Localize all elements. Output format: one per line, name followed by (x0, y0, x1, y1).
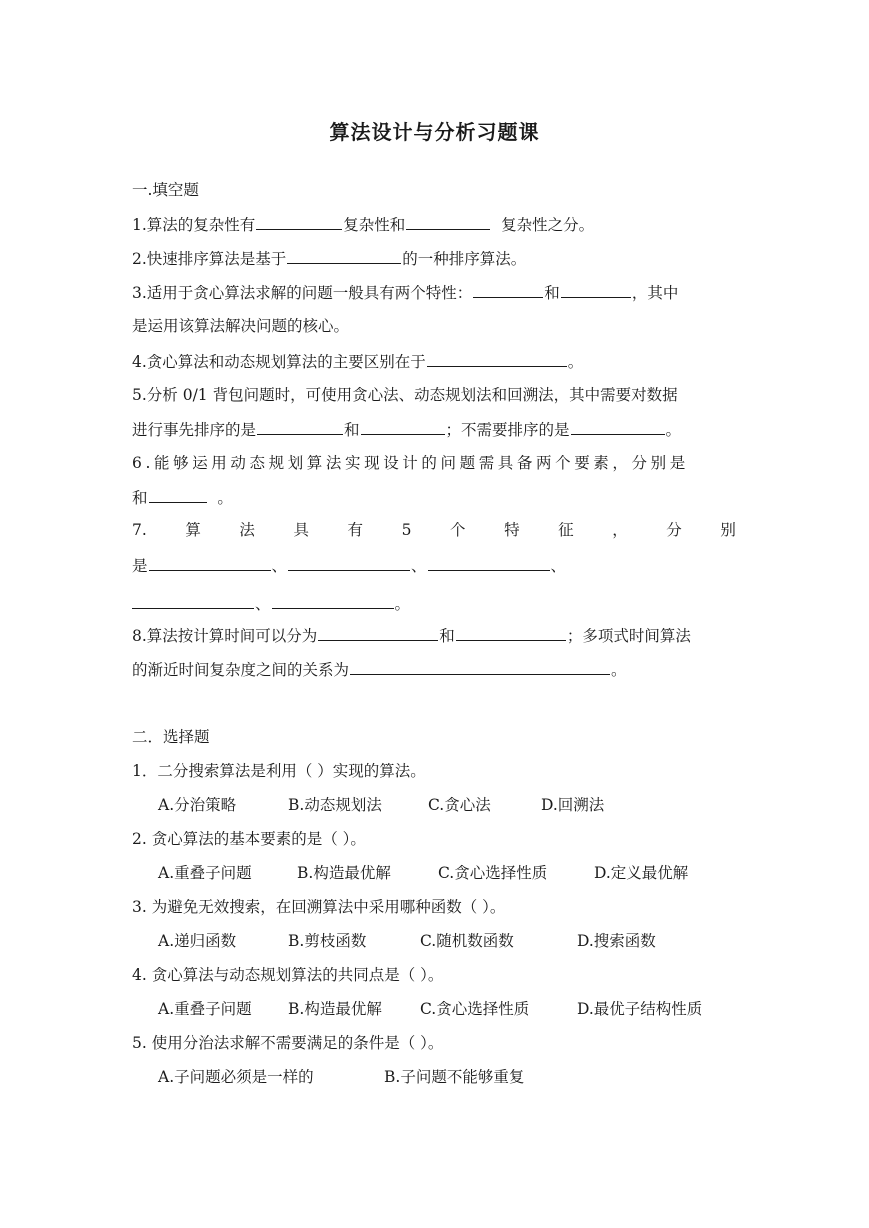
q-text: 和 (439, 627, 455, 645)
q-text: 和 (544, 284, 560, 302)
q-text: ；不需要排序的是 (445, 421, 570, 439)
answer-blank[interactable] (257, 418, 343, 435)
answer-blank[interactable] (571, 418, 665, 435)
q-text: 、 (550, 557, 567, 575)
mc-question-5: 5. 使用分治法求解不需要满足的条件是（ ）。 (132, 1034, 444, 1052)
answer-blank[interactable] (318, 624, 438, 641)
mc-option[interactable]: A.重叠子问题 (158, 1000, 252, 1018)
q-word: 征 (558, 521, 574, 539)
question-1-6: 6.能够运用动态规划算法实现设计的问题需具备两个要素，分别是 (132, 454, 689, 472)
mc-option[interactable]: C.贪心法 (428, 796, 491, 814)
mc-option[interactable]: D.回溯法 (541, 796, 605, 814)
mc-option[interactable]: B.子问题不能够重复 (384, 1068, 525, 1086)
answer-blank[interactable] (350, 658, 610, 675)
answer-blank[interactable] (132, 592, 254, 609)
answer-blank[interactable] (149, 486, 207, 503)
question-1-7-cont (132, 554, 566, 577)
mc-option[interactable]: D.最优子结构性质 (577, 1000, 703, 1018)
q-text: 2.快速排序算法是基于 (132, 250, 287, 268)
mc-option[interactable]: B.构造最优解 (288, 1000, 382, 1018)
page-title: 算法设计与分析习题课 (329, 120, 540, 144)
q-text: 。 (394, 595, 411, 613)
mc-question-4: 4. 贪心算法与动态规划算法的共同点是（ ）。 (132, 966, 444, 984)
answer-blank[interactable] (561, 281, 631, 298)
q-text: 复杂性之分。 (501, 216, 595, 234)
q-word: 特 (504, 521, 520, 539)
mc-option[interactable]: B.构造最优解 (297, 864, 391, 882)
question-1-6-cont (132, 486, 233, 509)
mc-option[interactable]: C.贪心选择性质 (438, 864, 548, 882)
q-text: 的一种排序算法。 (402, 250, 527, 268)
answer-blank[interactable] (473, 281, 543, 298)
question-1-1 (132, 213, 594, 236)
q-text: 1.算法的复杂性有 (132, 216, 256, 234)
q-text: 、 (255, 595, 271, 613)
answer-blank[interactable] (149, 554, 271, 571)
q-text: 和 (132, 489, 148, 507)
q-text: 。 (665, 421, 682, 439)
q-word: 5 (401, 521, 412, 539)
question-1-2 (132, 247, 526, 270)
q-text: 复杂性和 (343, 216, 406, 234)
answer-blank[interactable] (406, 213, 490, 230)
answer-blank[interactable] (361, 418, 445, 435)
q-text: 4.贪心算法和动态规划算法的主要区别在于 (132, 353, 426, 371)
mc-question-3: 3. 为避免无效搜索，在回溯算法中采用哪种函数（ ）。 (132, 898, 506, 916)
question-1-7 (132, 519, 736, 541)
q-word: 具 (293, 521, 309, 539)
q-text: 的渐近时间复杂度之间的关系为 (132, 661, 350, 679)
answer-blank[interactable] (256, 213, 342, 230)
mc-question-2: 2. 贪心算法的基本要素的是（ ）。 (132, 830, 366, 848)
q-text: ；多项式时间算法 (566, 627, 691, 645)
answer-blank[interactable] (287, 247, 401, 264)
mc-option[interactable]: B.剪枝函数 (288, 932, 367, 950)
question-1-5-cont (132, 418, 681, 441)
q-text: 是 (132, 557, 148, 575)
question-1-4 (132, 350, 583, 373)
q-text: 3.适用于贪心算法求解的问题一般具有两个特性： (132, 284, 473, 302)
q-word: ， (612, 521, 628, 539)
q-word: 7. (132, 521, 147, 539)
mc-option[interactable]: D.搜索函数 (577, 932, 656, 950)
q-text: 进行事先排序的是 (132, 421, 257, 439)
question-1-7-cont2 (132, 592, 410, 615)
q-text: ，其中 (631, 284, 679, 302)
mc-option[interactable]: C.随机数函数 (420, 932, 514, 950)
answer-blank[interactable] (288, 554, 410, 571)
question-1-8 (132, 624, 691, 647)
q-text: 、 (411, 557, 427, 575)
q-text: 和 (344, 421, 360, 439)
answer-blank[interactable] (427, 350, 567, 367)
q-word: 分 (666, 521, 682, 539)
mc-option[interactable]: A.子问题必须是一样的 (158, 1068, 314, 1086)
question-1-8-cont (132, 658, 627, 681)
q-word: 别 (720, 521, 736, 539)
mc-option[interactable]: A.递归函数 (158, 932, 237, 950)
q-text: 。 (611, 661, 627, 679)
answer-blank[interactable] (456, 624, 566, 641)
mc-option[interactable]: C.贪心选择性质 (420, 1000, 530, 1018)
mc-option[interactable]: B.动态规划法 (288, 796, 382, 814)
section-heading-fill-in: 一.填空题 (132, 181, 199, 199)
answer-blank[interactable] (272, 592, 394, 609)
q-text: 、 (271, 557, 288, 575)
section-heading-multiple-choice: 二．选择题 (132, 728, 210, 746)
q-word: 法 (239, 521, 255, 539)
mc-option[interactable]: D.定义最优解 (594, 864, 689, 882)
question-1-3 (132, 281, 678, 304)
mc-option[interactable]: A.重叠子问题 (158, 864, 252, 882)
mc-option[interactable]: A.分治策略 (158, 796, 237, 814)
q-text: 8.算法按计算时间可以分为 (132, 627, 318, 645)
q-text: 。 (567, 353, 584, 371)
q-word: 有 (347, 521, 364, 539)
q-text: 。 (217, 489, 233, 507)
q-word: 个 (450, 521, 466, 539)
answer-blank[interactable] (428, 554, 550, 571)
mc-question-1: 1．二分搜索算法是利用（ ）实现的算法。 (132, 762, 426, 780)
q-word: 算 (185, 521, 201, 539)
question-1-3-cont: 是运用该算法解决问题的核心。 (132, 317, 350, 335)
question-1-5: 5.分析 0/1 背包问题时，可使用贪心法、动态规划法和回溯法，其中需要对数据 (132, 386, 678, 404)
